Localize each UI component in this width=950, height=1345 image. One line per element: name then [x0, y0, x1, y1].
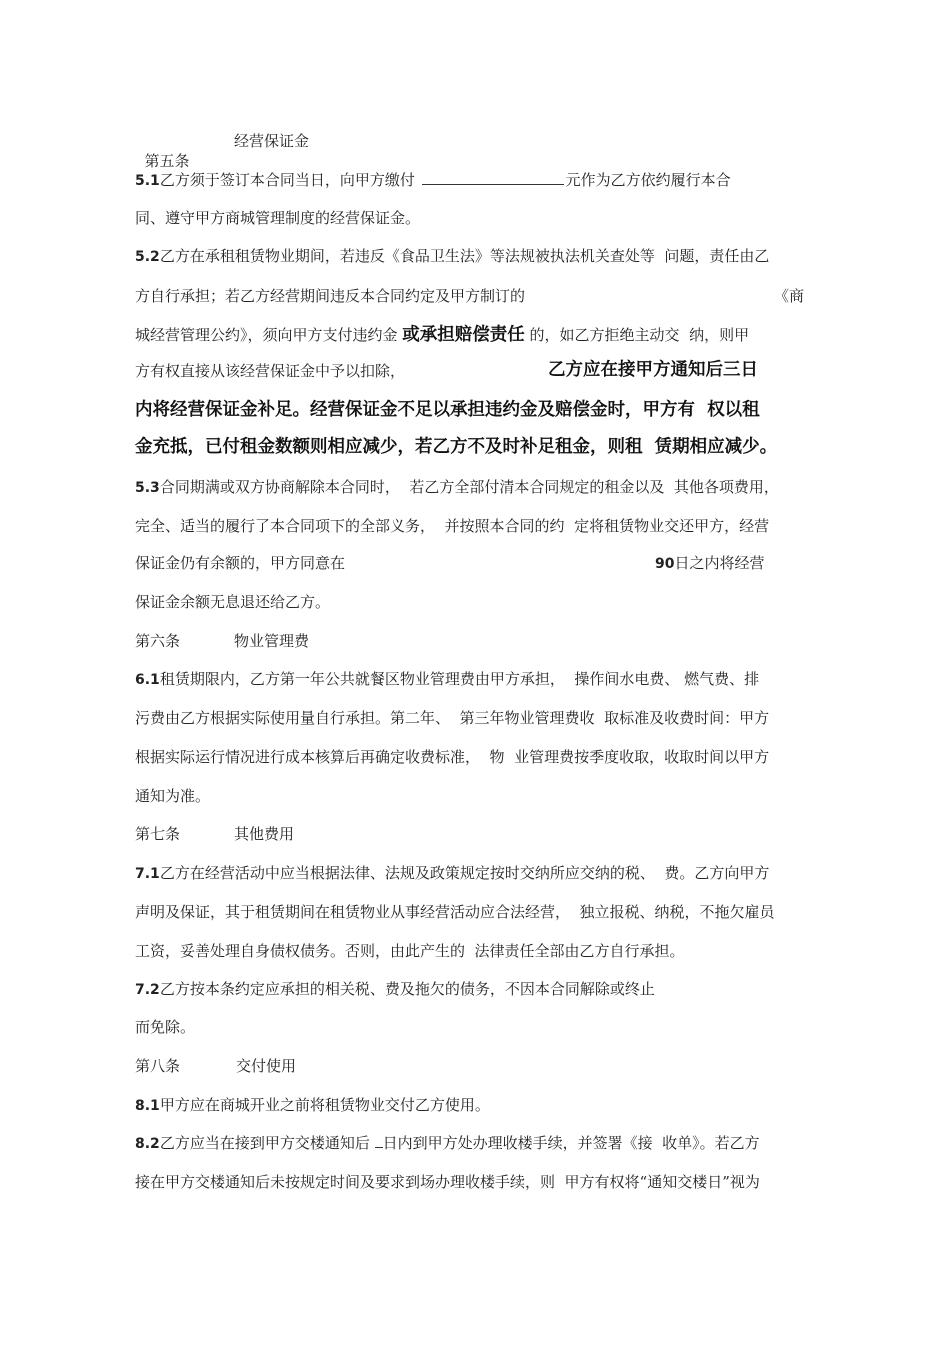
clause-8-2-line-2: 接在甲方交楼通知后未按规定时间及要求到场办理收楼手续，则 甲方有权将“通知交楼日”视为	[135, 1173, 760, 1191]
days-blank	[375, 1133, 383, 1148]
emphasis-text: 或承担赔偿责任	[402, 325, 525, 345]
clause-5-3-line-1: 5.3合同期满或双方协商解除本合同时， 若乙方全部付清本合同规定的租金以及 其他各项费用，	[135, 478, 779, 496]
clause-7-1-line-2: 声明及保证，其于租赁期间在租赁物业从事经营活动应合法经营， 独立报税、纳税，不拖欠雇员	[135, 903, 775, 921]
article-6-title: 物业管理费	[234, 632, 310, 650]
article-8-title: 交付使用	[236, 1057, 297, 1075]
clause-5-2-line-4-bold: 乙方应在接甲方通知后三日	[548, 360, 758, 380]
clause-5-2-line-1: 5.2乙方在承租租赁物业期间，若违反《食品卫生法》等法规被执法机关查处等 问题，责任由乙	[135, 247, 770, 265]
article-8-heading: 第八条	[135, 1057, 181, 1075]
clause-5-1-line-1: 5.1乙方须于签订本合同当日，向甲方缴付 元作为乙方依约履行本合	[135, 171, 731, 189]
clause-number: 7.1	[135, 866, 160, 882]
clause-number: 8.1	[135, 1098, 160, 1114]
article-label: 第五条	[144, 152, 190, 170]
article-7-heading: 第七条	[135, 825, 181, 843]
article-5-heading	[135, 131, 190, 171]
article-6-heading: 第六条	[135, 632, 181, 650]
clause-7-1-line-3: 工资，妥善处理自身债权债务。否则，由此产生的 法律责任全部由乙方自行承担。	[135, 942, 685, 960]
clause-7-1-line-1: 7.1乙方在经营活动中应当根据法律、法规及政策规定按时交纳所应交纳的税、 费。乙方向甲方	[135, 864, 770, 882]
clause-5-2-line-6: 金充抵，已付租金数额则相应减少，若乙方不及时补足租金，则租 赁期相应减少。	[135, 437, 778, 457]
clause-5-3-line-2: 完全、适当的履行了本合同项下的全部义务， 并按照本合同的约 定将租赁物业交还甲方，经营	[135, 517, 770, 535]
amount-blank	[422, 170, 564, 185]
article-7-title: 其他费用	[234, 825, 295, 843]
clause-5-3-line-3-end: 90日之内将经营	[655, 554, 765, 572]
clause-7-2-line-1: 7.2乙方按本条约定应承担的相关税、费及拖欠的债务，不因本合同解除或终止	[135, 980, 655, 998]
article-5-title: 经营保证金	[234, 132, 310, 150]
clause-number: 5.1	[135, 173, 160, 189]
clause-8-2-line-1: 8.2乙方应当在接到甲方交楼通知后 日内到甲方处办理收楼手续，并签署《接 收单》。若乙方	[135, 1134, 760, 1152]
clause-number: 8.2	[135, 1136, 160, 1152]
clause-5-2-line-2: 方自行承担；若乙方经营期间违反本合同约定及甲方制订的	[135, 287, 526, 305]
clause-7-2-line-2: 而免除。	[135, 1018, 196, 1036]
days-number: 90	[655, 556, 675, 572]
clause-5-3-line-4: 保证金余额无息退还给乙方。	[135, 593, 331, 611]
clause-6-1-line-1: 6.1租赁期限内，乙方第一年公共就餐区物业管理费由甲方承担， 操作间水电费、 燃气费、排	[135, 670, 760, 688]
clause-number: 7.2	[135, 982, 160, 998]
clause-number: 5.2	[135, 249, 160, 265]
clause-5-2-line-2-end: 《商	[774, 287, 805, 305]
clause-6-1-line-3: 根据实际运行情况进行成本核算后再确定收费标准， 物 业管理费按季度收取，收取时间以甲方	[135, 748, 770, 766]
clause-number: 6.1	[135, 672, 160, 688]
clause-5-2-line-5: 内将经营保证金补足。经营保证金不足以承担违约金及赔偿金时，甲方有 权以租	[135, 400, 760, 420]
clause-8-1-line-1: 8.1甲方应在商城开业之前将租赁物业交付乙方使用。	[135, 1096, 490, 1114]
clause-5-3-line-3: 保证金仍有余额的，甲方同意在	[135, 554, 346, 572]
clause-number: 5.3	[135, 480, 160, 496]
clause-6-1-line-4: 通知为准。	[135, 787, 211, 805]
clause-5-2-line-3: 城经营管理公约》，须向甲方支付违约金 或承担赔偿责任 的，如乙方拒绝主动交 纳，则甲	[135, 325, 750, 345]
clause-6-1-line-2: 污费由乙方根据实际使用量自行承担。第二年、 第三年物业管理费收 取标准及收费时间：甲方	[135, 709, 770, 727]
clause-5-2-line-4: 方有权直接从该经营保证金中予以扣除，	[135, 362, 406, 380]
clause-5-1-line-2: 同、遵守甲方商城管理制度的经营保证金。	[135, 209, 421, 227]
